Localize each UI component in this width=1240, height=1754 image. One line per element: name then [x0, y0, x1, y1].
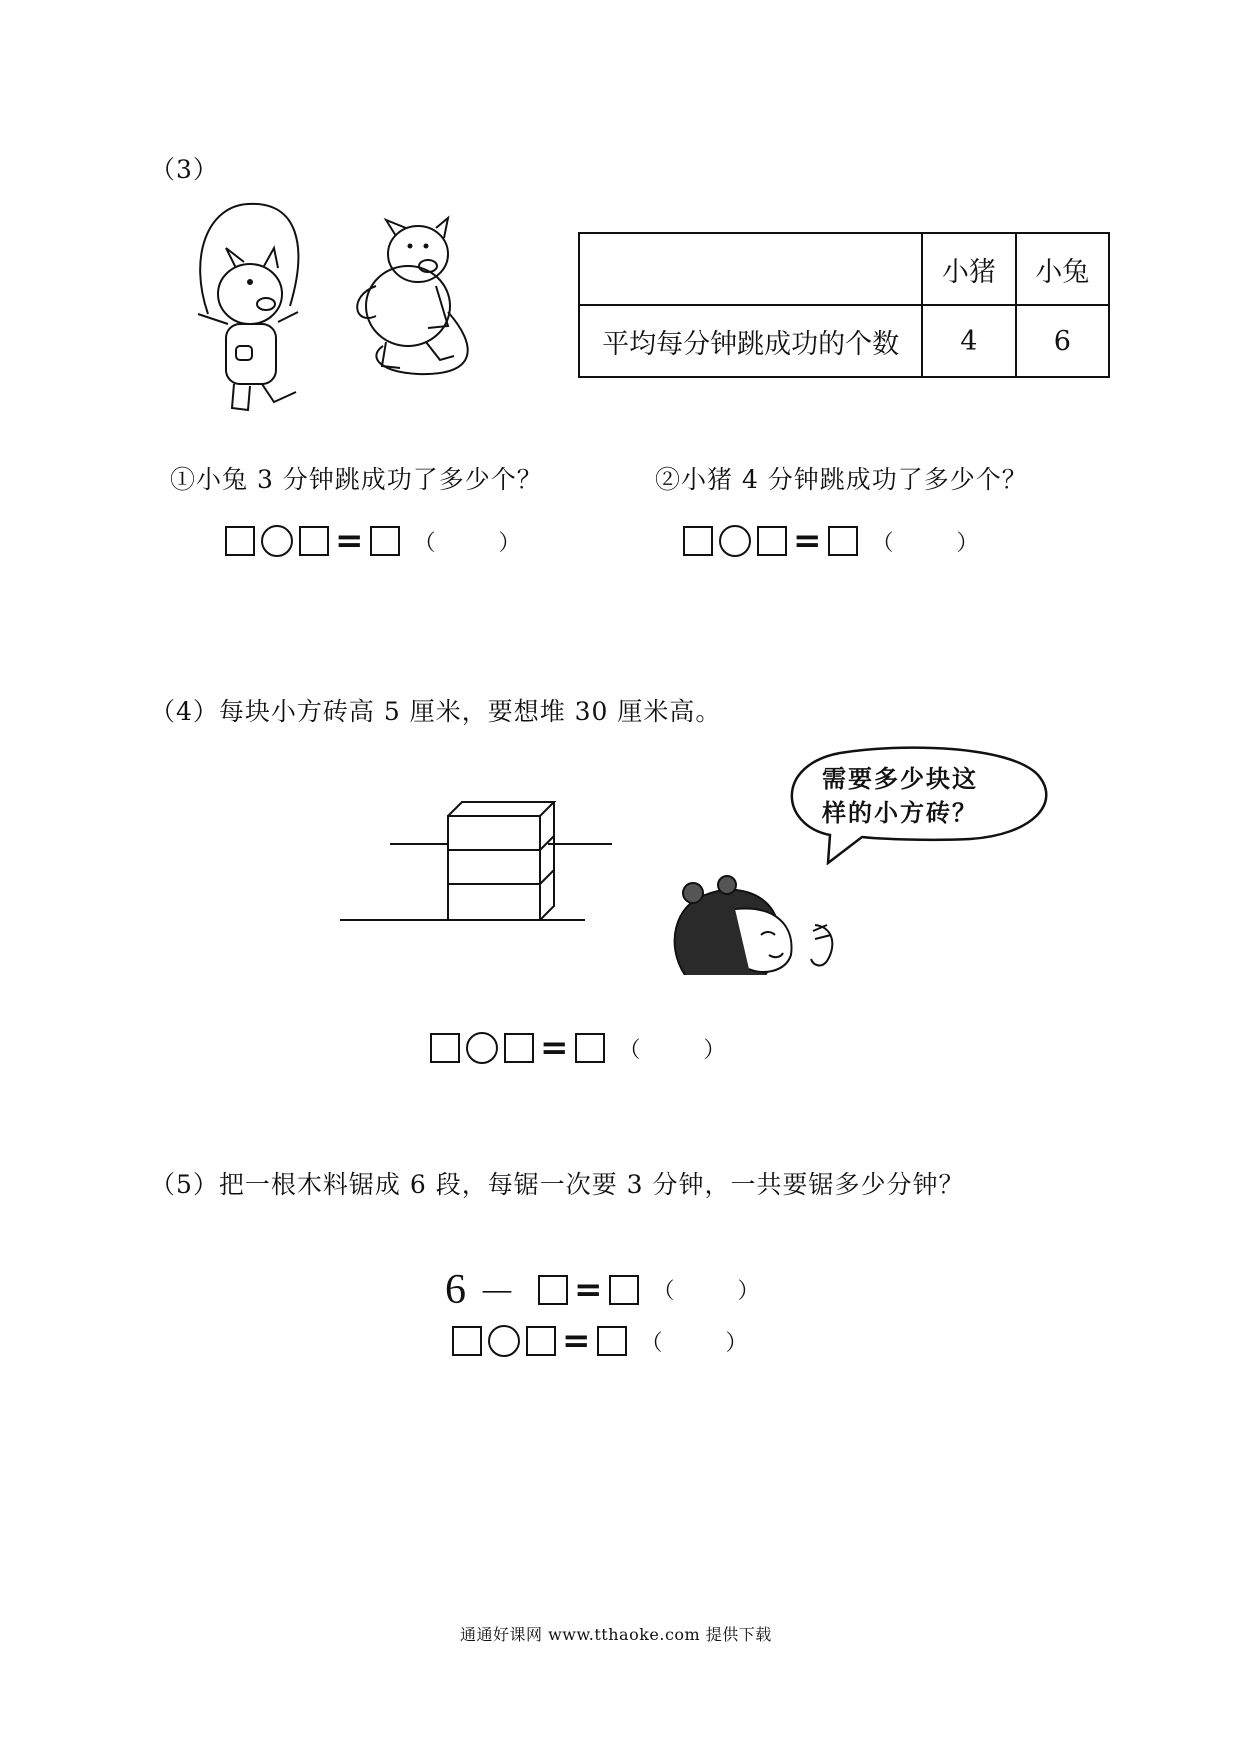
jump-rope-stats-table: [578, 232, 1110, 378]
unit-parentheses[interactable]: （ ）: [640, 1330, 776, 1356]
pigs-jumping-rope-illustration: [178, 196, 498, 426]
table-cell-rabbit-value: 6: [1016, 305, 1109, 377]
answer-box[interactable]: [299, 526, 329, 556]
table-row: [579, 305, 1109, 377]
result-box[interactable]: [370, 526, 400, 556]
equals-sign: =: [793, 521, 822, 561]
section4-prompt: （4）每块小方砖高 5 厘米，要想堆 30 厘米高。: [150, 697, 722, 726]
equation-q2: [683, 521, 1007, 561]
table-header-rabbit: 小兔: [1016, 233, 1109, 305]
given-number: 6: [445, 1266, 466, 1313]
equals-sign: =: [562, 1321, 591, 1361]
result-box[interactable]: [575, 1033, 605, 1063]
unit-parentheses[interactable]: （ ）: [652, 1279, 788, 1304]
minus-sign: －: [478, 1271, 517, 1315]
result-box[interactable]: [828, 526, 858, 556]
equals-sign: =: [540, 1028, 569, 1068]
girl-illustration: [665, 865, 845, 975]
footer-text: 通通好课网 www.tthaoke.com 提供下载: [460, 1625, 772, 1644]
speech-bubble-text: [822, 762, 978, 830]
speech-line-2: 样的小方砖？: [822, 799, 978, 827]
answer-box[interactable]: [526, 1326, 556, 1356]
question-2: ②小猪 4 分钟跳成功了多少个？: [655, 465, 1028, 494]
answer-box[interactable]: [225, 526, 255, 556]
operator-circle[interactable]: [719, 525, 751, 557]
operator-circle[interactable]: [466, 1032, 498, 1064]
question-1: ①小兔 3 分钟跳成功了多少个？: [170, 465, 543, 494]
section3-label: （3）: [150, 155, 219, 184]
answer-box[interactable]: [504, 1033, 534, 1063]
equation-q5-step2: [452, 1321, 776, 1361]
table-cell-pig-value: 4: [922, 305, 1015, 377]
answer-box[interactable]: [452, 1326, 482, 1356]
answer-box[interactable]: [683, 526, 713, 556]
result-box[interactable]: [597, 1326, 627, 1356]
operator-circle[interactable]: [488, 1325, 520, 1357]
table-header-row: [579, 233, 1109, 305]
equation-q4: [430, 1028, 754, 1068]
operator-circle[interactable]: [261, 525, 293, 557]
table-row-label: 平均每分钟跳成功的个数: [579, 305, 922, 377]
unit-parentheses[interactable]: （ ）: [413, 530, 549, 556]
answer-box[interactable]: [538, 1275, 568, 1305]
table-header-empty: [579, 233, 922, 305]
unit-parentheses[interactable]: （ ）: [871, 530, 1007, 556]
equation-q5-step1: [445, 1262, 788, 1317]
stacked-bricks-illustration: [340, 788, 620, 928]
result-box[interactable]: [609, 1275, 639, 1305]
equals-sign: =: [335, 521, 364, 561]
answer-box[interactable]: [757, 526, 787, 556]
answer-box[interactable]: [430, 1033, 460, 1063]
table-header-pig: 小猪: [922, 233, 1015, 305]
unit-parentheses[interactable]: （ ）: [618, 1037, 754, 1063]
section5-prompt: （5）把一根木料锯成 6 段，每锯一次要 3 分钟，一共要锯多少分钟？: [150, 1170, 965, 1199]
equation-q1: [225, 521, 549, 561]
speech-line-1: 需要多少块这: [822, 765, 978, 793]
equals-sign: =: [574, 1269, 603, 1310]
